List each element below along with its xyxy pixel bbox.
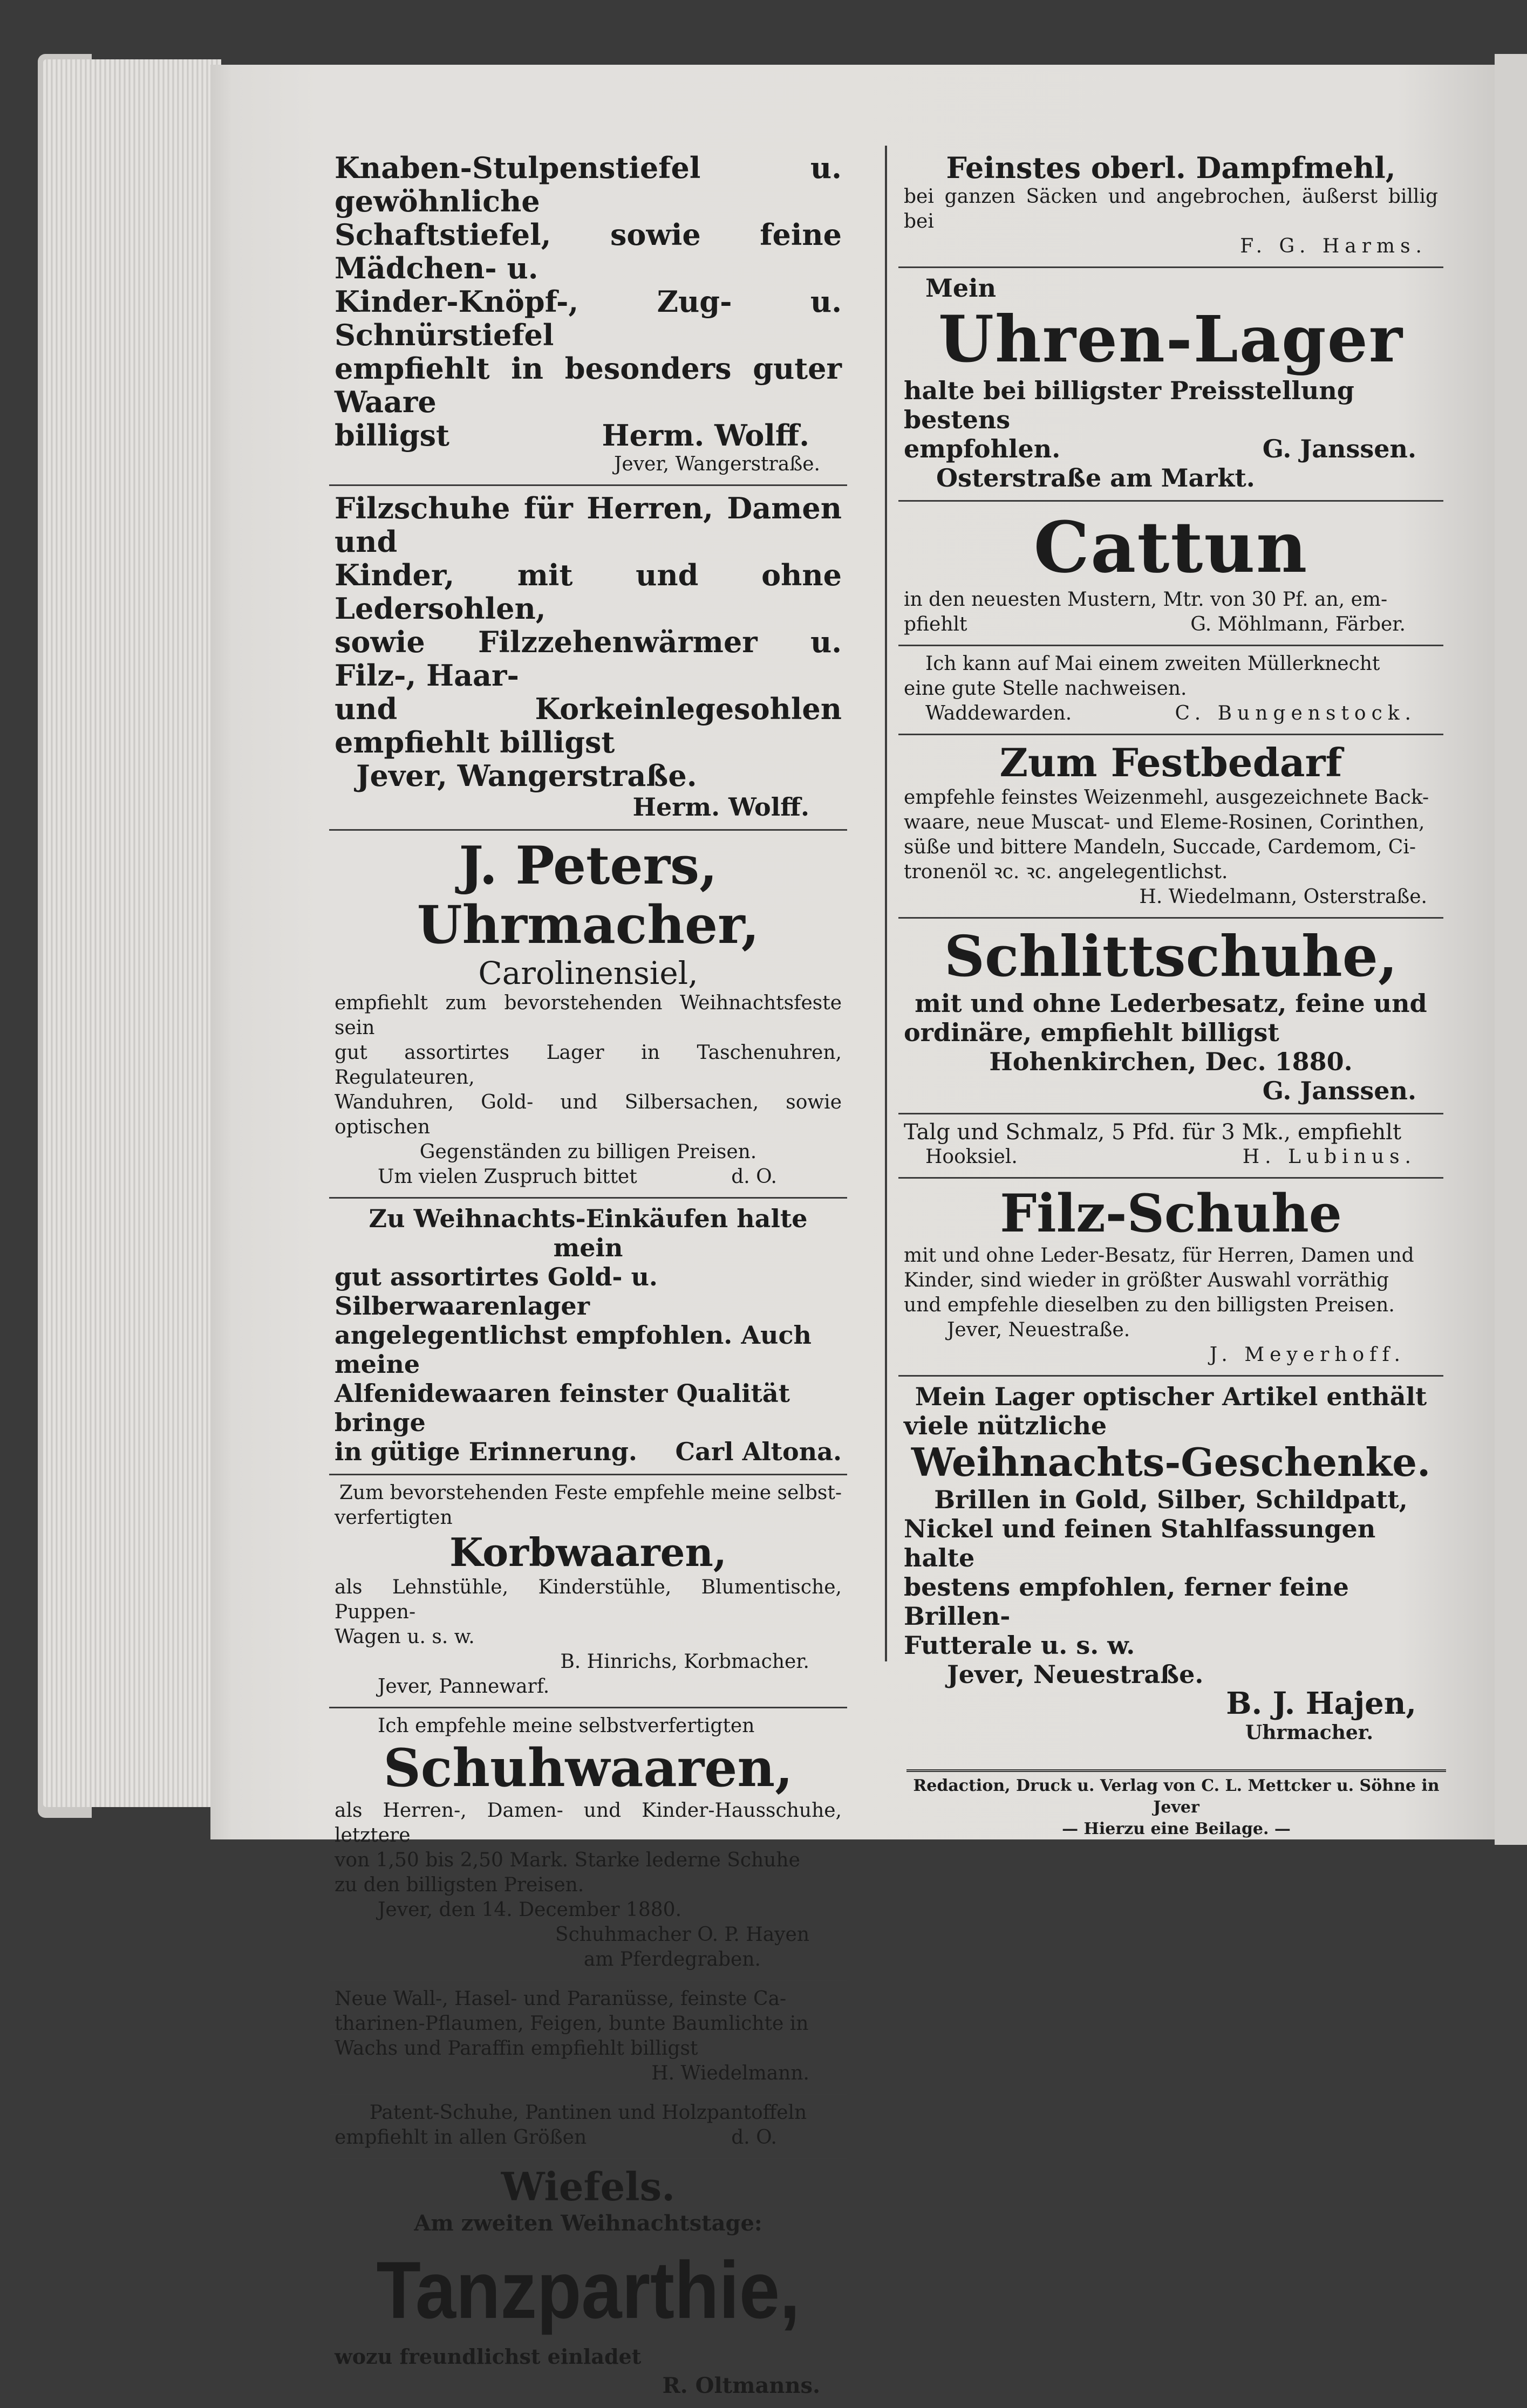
ad-intro: Mein [925, 273, 997, 303]
ad-signature: H. Lubinus. [1242, 1145, 1416, 1168]
ad-line: Kinder, mit und ohne Ledersohlen, [335, 558, 842, 626]
ad-line: mit und ohne Lederbesatz, feine und [915, 988, 1427, 1018]
ad-signature: Herm. Wolff. [602, 418, 809, 453]
ad-wolff-filzschuhe [329, 486, 847, 831]
ad-signature: am Pferdegraben. [583, 1948, 761, 1971]
ad-place: Jever, Wangerstraße. [613, 453, 820, 475]
book-page-edges [43, 59, 221, 1807]
ad-title: Zum Festbedarf [999, 740, 1342, 786]
ad-line: und empfehle dieselben zu den billigsten Preisen. [904, 1294, 1395, 1317]
ad-line: Futterale u. s. w. [904, 1630, 1135, 1660]
ad-line: halte bei billigster Preisstellung bestens [904, 375, 1354, 434]
ad-janssen-uhren [898, 268, 1443, 502]
ad-subtitle: Am zweiten Weihnachtstage: [414, 2211, 762, 2236]
ad-line: süße und bittere Mandeln, Succade, Cardemom, Ci- [904, 836, 1416, 859]
ad-line: verfertigten [335, 1507, 453, 1529]
ad-line: Alfenidewaaren feinster Qualität bringe [335, 1379, 790, 1438]
ad-line: Ich kann auf Mai einem zweiten Müllerknecht [925, 653, 1380, 675]
ad-line: angelegentlichst empfohlen. Auch meine [335, 1321, 812, 1379]
ad-signature: H. Wiedelmann, Osterstraße. [1139, 886, 1427, 908]
ad-line: sowie Filzzehenwärmer u. Filz-, Haar- [335, 625, 842, 693]
ad-line: Knaben-Stulpenstiefel u. gewöhnliche [335, 150, 842, 218]
ad-headline: Tanzparthie, [376, 2245, 800, 2336]
ad-title: J. Peters, Uhrmacher, [417, 835, 760, 956]
ad-line: Brillen in Gold, Silber, Schildpatt, [934, 1485, 1408, 1514]
ad-line: eine gute Stelle nachweisen. [904, 678, 1187, 700]
ad-signature: d. O. [731, 2126, 777, 2149]
ad-moehlmann [898, 502, 1443, 647]
ad-place: Hooksiel. [925, 1145, 1018, 1168]
ad-wiedelmann-festbedarf [898, 735, 1443, 919]
ad-hajen [898, 1377, 1443, 1755]
ad-line: gut assortirtes Gold- u. Silberwaarenlager [335, 1262, 658, 1321]
ad-meyerhoff [898, 1179, 1443, 1377]
ad-title: Filz-Schuhe [1000, 1182, 1342, 1244]
supplement-note: — Hierzu eine Beilage. — [1062, 1819, 1291, 1838]
ad-place: Jever, Neuestraße. [947, 1319, 1130, 1342]
ad-line: tronenöl ꝛc. ꝛc. angelegentlichst. [904, 861, 1228, 884]
ad-signature: G. Möhlmann, Färber. [1190, 613, 1406, 636]
ad-signature: B. J. Hajen, [1226, 1685, 1416, 1721]
ad-signature: Carl Altona. [675, 1437, 842, 1467]
ad-line: in den neuesten Mustern, Mtr. von 30 Pf. an, em- [904, 589, 1388, 611]
ad-line: Zu Weihnachts-Einkäufen halte mein [369, 1204, 808, 1263]
ad-signature: Herm. Wolff. [632, 792, 809, 822]
ad-line: von 1,50 bis 2,50 Mark. Starke lederne Schuhe [335, 1849, 800, 1871]
ad-title: Uhren-Lager [938, 302, 1403, 377]
imprint-footer [906, 1769, 1446, 1840]
ad-line: Talg und Schmalz, 5 Pfd. für 3 Mk., empfiehlt [904, 1119, 1402, 1145]
column-divider [885, 146, 887, 1661]
ad-line: mit und ohne Leder-Besatz, für Herren, Damen und [904, 1244, 1414, 1267]
ad-patent-schuhe [329, 2095, 847, 2159]
imprint-line: Redaction, Druck u. Verlag von C. L. Mettcker u. Söhne in Jever [913, 1776, 1440, 1817]
ad-signature: J. Meyerhoff. [1209, 1344, 1406, 1366]
ad-date: Jever, den 14. December 1880. [378, 1898, 682, 1921]
ad-wiefels [329, 2159, 847, 2408]
ad-line: empfohlen. [904, 434, 1061, 463]
ad-line: Jever, Wangerstraße. [356, 758, 697, 793]
ad-line: Kinder-Knöpf-, Zug- u. Schnürstiefel [335, 284, 842, 352]
ad-line: Filzschuhe für Herren, Damen und [335, 491, 842, 559]
ad-line: Nickel und feinen Stahlfassungen halte [904, 1514, 1376, 1572]
ad-signature: Schuhmacher O. P. Hayen [555, 1923, 809, 1946]
ad-title: Cattun [1033, 505, 1308, 589]
ad-line: Neue Wall-, Hasel- und Paranüsse, feinste Ca- [335, 1987, 787, 2010]
ad-signature: F. G. Harms. [1240, 235, 1427, 258]
ad-signature: B. Hinrichs, Korbmacher. [560, 1651, 809, 1673]
ad-line: empfehle feinstes Weizenmehl, ausgezeichnete Back- [904, 786, 1429, 809]
ad-line: tharinen-Pflaumen, Feigen, bunte Baumlichte in [335, 2012, 809, 2035]
ad-title: Schuhwaaren, [383, 1737, 793, 1799]
ad-line: Ich empfehle meine selbstverfertigten [378, 1715, 755, 1737]
ad-line: empfiehlt in besonders guter Waare [335, 351, 842, 419]
ad-signature: H. Wiedelmann. [651, 2062, 809, 2084]
ad-wolff-stiefel [329, 146, 847, 486]
ad-place: Osterstraße am Markt. [936, 463, 1255, 492]
ad-line: waare, neue Muscat- und Eleme-Rosinen, Corinthen, [904, 811, 1425, 834]
left-column [329, 146, 847, 2399]
ad-line: wozu freundlichst einladet [335, 2344, 642, 2369]
ad-place: Hohenkirchen, Dec. 1880. [989, 1046, 1353, 1076]
ad-peters [329, 831, 847, 1199]
ad-line: bestens empfohlen, ferner feine Brillen- [904, 1572, 1349, 1631]
ad-hinrichs [329, 1475, 847, 1708]
ad-place: Waddewarden. [925, 702, 1072, 725]
ad-signature: R. Oltmanns. [662, 2373, 820, 2399]
ad-line: ordinäre, empfiehlt billigst [904, 1017, 1279, 1047]
ad-line: pfiehlt [904, 613, 967, 636]
ad-signature: Uhrmacher. [1245, 1721, 1373, 1744]
ad-line: empfiehlt zum bevorstehenden Weihnachtsfeste sein [335, 992, 842, 1039]
ad-line: Zum bevorstehenden Feste empfehle meine selbst- [339, 1482, 842, 1504]
ad-altona [329, 1199, 847, 1475]
ad-place: Jever, Pannewarf. [378, 1675, 550, 1698]
ad-line: in gütige Erinnerung. [335, 1437, 637, 1467]
ad-line: Um vielen Zuspruch bittet [378, 1166, 637, 1188]
newspaper-page [210, 65, 1495, 2399]
ad-line: Wagen u. s. w. [335, 1626, 475, 1648]
ad-line: Schaftstiefel, sowie feine Mädchen- u. [335, 217, 842, 285]
right-column [898, 146, 1443, 1780]
ad-title: Korbwaaren, [449, 1529, 727, 1576]
ad-line: empfiehlt in allen Größen [335, 2126, 587, 2149]
ad-signature: C. Bungenstock. [1175, 702, 1416, 725]
ad-line: und Korkeinlegesohlen empfiehlt billigst [335, 692, 842, 760]
ad-title: Schlittschuhe, [944, 923, 1398, 990]
next-page-edge [1495, 54, 1527, 1845]
ad-hayen-schuhe [329, 1708, 847, 1981]
ad-line: bei ganzen Säcken und angebrochen, äußerst billig bei [904, 186, 1438, 233]
ad-line: billigst [335, 418, 449, 453]
ad-janssen-schlittschuhe [898, 919, 1443, 1114]
ad-line: Gegenständen zu billigen Preisen. [419, 1141, 757, 1164]
ad-wiedelmann-nuesse [329, 1981, 847, 2095]
ad-title: Wiefels. [501, 2163, 676, 2209]
ad-harms [898, 146, 1443, 268]
ad-title: Weihnachts-Geschenke. [911, 1439, 1431, 1486]
ad-line: Patent-Schuhe, Pantinen und Holzpantoffeln [369, 2101, 807, 2124]
ad-bungenstock [898, 646, 1443, 735]
ad-line: gut assortirtes Lager in Taschenuhren, Regulateuren, [335, 1042, 842, 1089]
ad-line: viele nützliche [904, 1411, 1107, 1441]
ad-line: Wanduhren, Gold- und Silbersachen, sowie optischen [335, 1091, 842, 1139]
ad-line: Wachs und Paraffin empfiehlt billigst [335, 2037, 698, 2060]
ad-line: als Lehnstühle, Kinderstühle, Blumentische, Puppen- [335, 1576, 842, 1624]
ad-place: Jever, Neuestraße. [947, 1659, 1204, 1689]
ad-line: Mein Lager optischer Artikel enthält [915, 1382, 1427, 1412]
ad-line: Kinder, sind wieder in größter Auswahl vorräthig [904, 1269, 1389, 1292]
ad-signature: G. Janssen. [1262, 434, 1416, 463]
ad-signature: d. O. [731, 1166, 777, 1188]
ad-subtitle: Carolinensiel, [478, 954, 698, 991]
ad-signature: G. Janssen. [1262, 1076, 1416, 1105]
ad-line: zu den billigsten Preisen. [335, 1873, 584, 1896]
ad-lubinus [898, 1114, 1443, 1179]
ad-title: Feinstes oberl. Dampfmehl, [946, 150, 1396, 185]
ad-line: als Herren-, Damen- und Kinder-Hausschuhe, letztere [335, 1799, 842, 1846]
